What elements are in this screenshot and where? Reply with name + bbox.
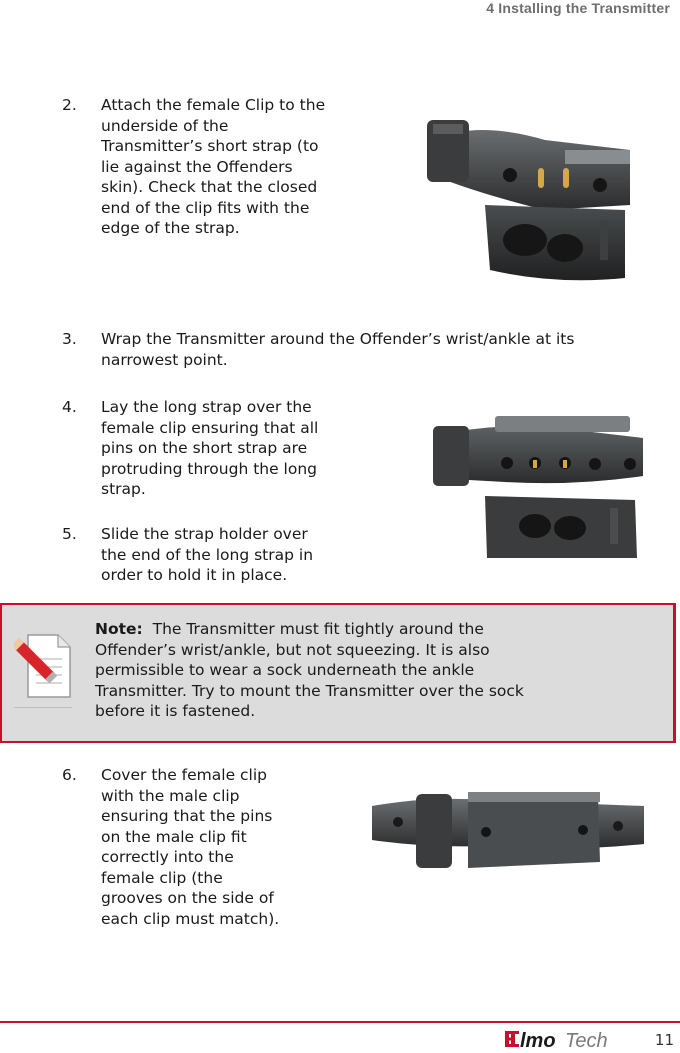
- step-line: Attach the female Clip to the: [101, 96, 326, 114]
- step-line: ensuring that the pins: [101, 807, 273, 825]
- step-line: lie against the Offenders: [101, 157, 293, 176]
- step-line: pins on the short strap are: [101, 439, 308, 457]
- step-number: 4.: [62, 398, 77, 416]
- note-line: Transmitter. Try to mount the Transmitter over the sock: [95, 681, 524, 700]
- step-number: 2.: [62, 96, 77, 114]
- step-line: Transmitter’s short strap (to: [101, 137, 319, 155]
- step-line: order to hold it in place.: [101, 566, 288, 584]
- step-line: end of the clip fits with the: [101, 198, 310, 217]
- step-number: 3.: [62, 330, 77, 348]
- section-header: 4 Installing the Transmitter: [486, 0, 670, 16]
- note-line: permissible to wear a sock underneath the ankle: [95, 661, 475, 679]
- icon-divider: [14, 707, 72, 708]
- note-line: before it is fastened.: [95, 702, 256, 720]
- step-line: strap.: [101, 480, 146, 498]
- svg-text:lmo: lmo: [520, 1030, 556, 1052]
- step-line: each clip must match).: [101, 909, 280, 928]
- svg-text:Tech: Tech: [565, 1030, 608, 1052]
- step-line: the end of the long strap in: [101, 545, 314, 564]
- step-number: 6.: [62, 766, 77, 784]
- step-line: protruding through the long: [101, 459, 318, 478]
- step-line: correctly into the: [101, 848, 234, 866]
- step-line: on the male clip fit: [101, 827, 247, 846]
- step-line: Lay the long strap over the: [101, 398, 312, 416]
- step-line: edge of the strap.: [101, 219, 240, 237]
- step-line: female clip (the: [101, 868, 223, 887]
- step-line: Cover the female clip: [101, 766, 268, 784]
- step-line: Wrap the Transmitter around the Offender’s wrist/ankle at its: [101, 330, 575, 348]
- female-clip-photo: [415, 110, 645, 290]
- step-line: grooves on the side of: [101, 889, 274, 907]
- note-label: Note:: [95, 620, 143, 638]
- step-line: skin). Check that the closed: [101, 178, 318, 196]
- assembled-clip-photo: [368, 782, 648, 882]
- long-strap-photo: [425, 408, 647, 566]
- page-number: 11: [654, 1031, 674, 1049]
- note-line: The Transmitter must fit tightly around the: [142, 620, 484, 638]
- note-line: Offender’s wrist/ankle, but not squeezing. It is also: [95, 640, 490, 659]
- step-line: female clip ensuring that all: [101, 418, 319, 437]
- elmotech-logo: [503, 1025, 653, 1053]
- step-line: narrowest point.: [101, 350, 228, 369]
- step-line: underside of the: [101, 116, 229, 135]
- footer-rule: [0, 1021, 680, 1023]
- step-number: 5.: [62, 525, 77, 543]
- note-text: [95, 619, 655, 722]
- note-pencil-icon: [14, 629, 76, 701]
- step-line: Slide the strap holder over: [101, 525, 308, 543]
- step-line: with the male clip: [101, 786, 240, 805]
- note-box: [0, 603, 676, 743]
